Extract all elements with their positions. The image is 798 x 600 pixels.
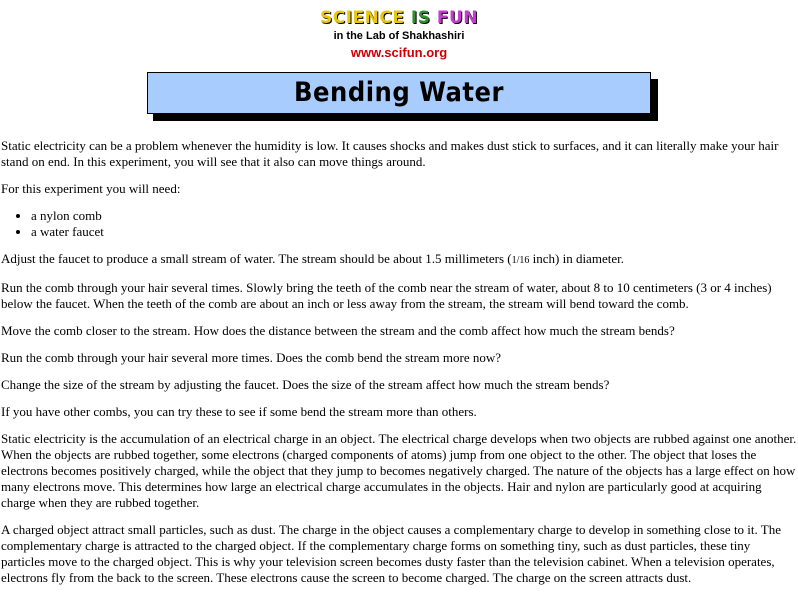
materials-list <box>1 208 797 240</box>
logo-word-fun: FUN <box>436 8 479 28</box>
adjust-text-after: inch) in diameter. <box>529 251 624 266</box>
materials-label: For this experiment you will need: <box>1 181 181 196</box>
page-header <box>0 0 798 125</box>
logo-word-is: IS <box>410 8 431 28</box>
page-title: Bending Water <box>147 72 651 114</box>
other-combs-paragraph: If you have other combs, you can try these to see if some bend the stream more than others. <box>1 404 477 419</box>
site-url-link[interactable]: www.scifun.org <box>350 45 448 60</box>
run-more-paragraph: Run the comb through your hair several more times. Does the comb bend the stream more now? <box>1 350 502 365</box>
move-closer-paragraph: Move the comb closer to the stream. How does the distance between the stream and the comb affect how much the stream bends? <box>1 323 675 338</box>
adjust-faucet-paragraph <box>1 251 797 269</box>
explanation-paragraph: Static electricity is the accumulation of an electrical charge in an object. The electrical charge develops when two objects are rubbed against one another. When the objects are rubbed together, some electrons (charged components of atoms) jump from one object to the other. The object that loses the electrons becomes positively charged, while the object that they jump to becomes negatively charged. The nature of the objects has a large effect on how many electrons move. This determines how large an electrical charge accumulates in the objects. Hair and nylon are particularly good at acquiring charge when they are rubbed together. <box>1 431 797 510</box>
adjust-text-before: Adjust the faucet to produce a small stream of water. The stream should be about 1.5 millimeters ( <box>1 251 512 266</box>
intro-paragraph: Static electricity can be a problem whenever the humidity is low. It causes shocks and makes dust stick to surfaces, and it can literally make your hair stand on end. In this experiment, you will see that it also can move things around. <box>1 138 779 169</box>
logo-subtitle: in the Lab of Shakhashiri <box>333 30 465 42</box>
run-comb-paragraph: Run the comb through your hair several times. Slowly bring the teeth of the comb near the stream of water, about 8 to 10 centimeters (3 or 4 inches) below the faucet. When the teeth of the comb are about an inch or less away from the stream, the stream will bend toward the comb. <box>1 280 772 311</box>
change-size-paragraph: Change the size of the stream by adjusting the faucet. Does the size of the stream affect how much the stream bends? <box>1 377 610 392</box>
article-body <box>1 138 797 597</box>
logo-word-science: SCIENCE <box>319 8 405 28</box>
fraction-one-sixteenth: 1/16 <box>511 255 530 266</box>
list-item: • a water faucet <box>31 224 797 240</box>
science-is-fun-logo[interactable] <box>0 8 798 28</box>
attraction-paragraph: A charged object attract small particles, such as dust. The charge in the object causes a complementary charge to develop in something close to it. The complementary charge is attracted to the charged object. If the complementary charge forms on something tiny, such as dust particles, these tiny particles move to the charged object. This is why your television screen becomes dusty faster than the television cabinet. When a television operates, electrons fly from the back to the screen. These electrons cause the screen to become charged. The charge on the screen attracts dust. <box>1 522 781 585</box>
list-item: • a nylon comb <box>31 208 797 224</box>
